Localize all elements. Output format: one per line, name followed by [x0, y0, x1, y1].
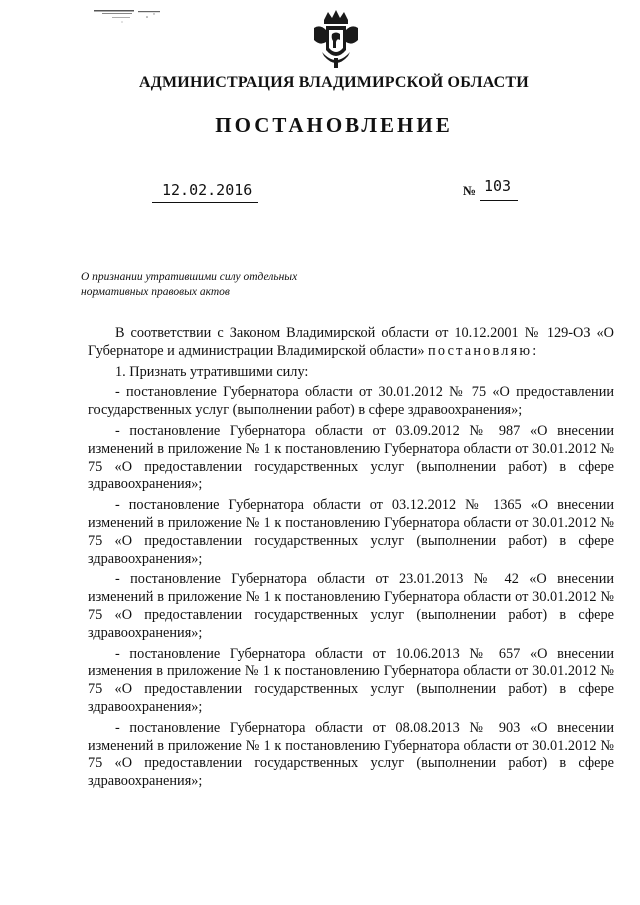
item-1: 1. Признать утратившими силу:	[115, 363, 309, 380]
number-label: №	[463, 183, 477, 198]
intro-verb: постановляю:	[428, 342, 539, 359]
list-item: - постановление Губернатора области от 03.09.2012 № 987 «О внесении изменений в приложение № 1 к постановлению Губернатора области от 30.01.2012 № 75 «О предоставлении государственных услуг (выполнении работ) в сфере здравоохранения»;	[88, 422, 614, 493]
intro-paragraph	[88, 325, 614, 361]
intro-text: В соответствии с Законом Владимирской области от 10.12.2001 № 129-ОЗ «О Губернаторе и администрации Владимирской области»	[88, 325, 614, 359]
document-body	[88, 325, 614, 794]
list-item: - постановление Губернатора области от 03.12.2012 № 1365 «О внесении изменений в приложение № 1 к постановлению Губернатора области от 30.01.2012 № 75 «О предоставлении государственных услуг (выполнении работ) в сфере здравоохранения»;	[88, 497, 614, 567]
document-date: 12.02.2016	[152, 179, 258, 203]
document-title: ПОСТАНОВЛЕНИЕ	[215, 113, 453, 137]
scan-speckle	[92, 8, 172, 38]
subject-line-2: нормативных правовых актов	[81, 286, 230, 298]
organization-name: АДМИНИСТРАЦИЯ ВЛАДИМИРСКОЙ ОБЛАСТИ	[139, 74, 529, 91]
document-subject	[81, 270, 341, 300]
list-item: - постановление Губернатора области от 08.08.2013 № 903 «О внесении изменений в приложение № 1 к постановлению Губернатора области от 30.01.2012 № 75 «О предоставлении государственных услуг (выполнении работ) в сфере здравоохранения»;	[88, 719, 614, 790]
document-number: 103	[480, 175, 518, 201]
coat-of-arms-icon	[310, 8, 362, 70]
list-item: - постановление Губернатора области от 30.01.2012 № 75 «О предоставлении государственных услуг (выполнении работ) в сфере здравоохранения»;	[88, 384, 614, 419]
subject-line-1: О признании утратившими силу отдельных	[81, 271, 298, 283]
list-item: - постановление Губернатора области от 10.06.2013 № 657 «О внесении изменения в приложение № 1 к постановлению Губернатора области от 30.01.2012 № 75 «О предоставлении государственных услуг (выполнении работ) в сфере здравоохранения»;	[88, 645, 614, 715]
list-item: - постановление Губернатора области от 23.01.2013 № 42 «О внесении изменений в приложение № 1 к постановлению Губернатора области от 30.01.2012 № 75 «О предоставлении государственных услуг (выполнении работ) в сфере здравоохранения»;	[88, 571, 614, 641]
